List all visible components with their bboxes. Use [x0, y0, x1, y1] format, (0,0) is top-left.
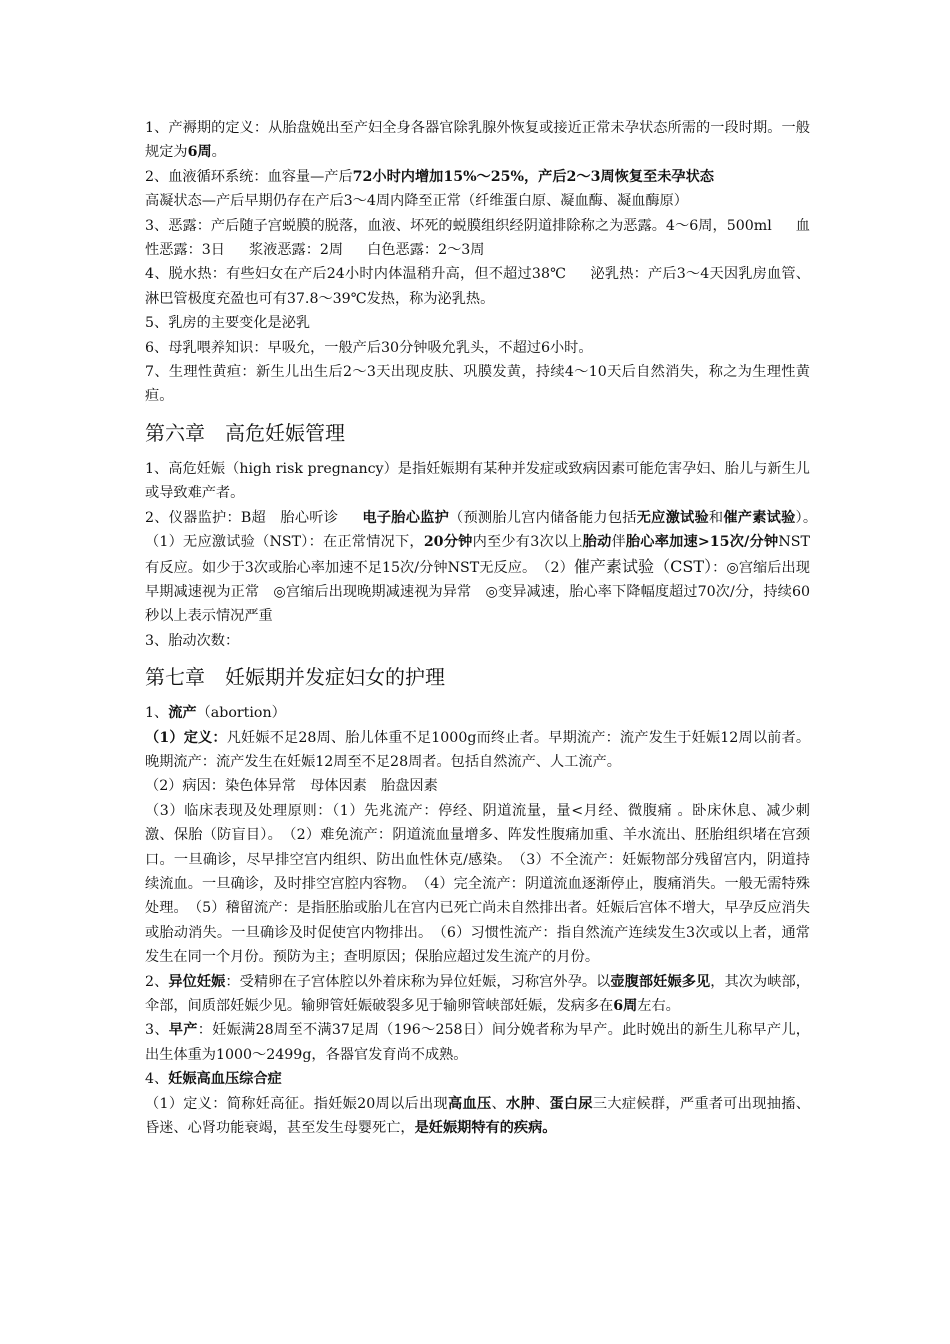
- text: （3）临床表现及处理原则：（1）先兆流产：停经、阴道流量，量<月经、微腹痛 。卧床休息、减少刺激、保胎（防盲目）。 （2）难免流产：阴道流血量增多、阵发性腹痛加重、羊水流出、胚胎组织堵在宫颈口。一旦确诊，尽早排空宫内组织、防出血性休克/感染。 （3）不全流产：妊娠物部分残留宫内，阴道持续流血。一旦确诊，及时排空宫腔内容物。 （4）完全流产：阴道流血逐渐停止，腹痛消失。一般无需特殊处理。 （5）稽留流产：是指胚胎或胎儿在宫内已死亡尚未自然排出者。妊娠后宫体不增大，早孕反应消失或胎动消失。一旦确诊及时促使宫内物排出。 （6）习惯性流产：指自然流产连续发生3次或以上者，通常发生在同一个月份。预防为主；查明原因；保胎应超过发生流产的月份。: [145, 802, 810, 966]
- text: 3、恶露：产后随子宫蜕膜的脱落，血液、坏死的蜕膜组织经阴道排除称之为恶露。4～6周，500ml: [145, 217, 772, 234]
- text: 4、: [145, 1071, 169, 1088]
- paragraph-breast: [145, 311, 810, 335]
- text: 凡妊娠不足28周、胎儿体重不足1000g而终止者。早期流产：流产发生于妊娠12周以前者。晚期流产：流产发生在妊娠12周至不足28周者。包括自然流产、人工流产。: [145, 729, 811, 770]
- text: 左右。: [637, 998, 680, 1014]
- bold-text: （1）定义：: [145, 729, 227, 746]
- bold-text: 水肿: [505, 1095, 535, 1112]
- text: ）。 （1）无应激试验（NST）：在正常情况下，: [145, 509, 825, 551]
- text: （1）定义：简称妊高征。指妊娠20周以后出现: [145, 1095, 448, 1112]
- text: 和: [708, 509, 724, 526]
- bold-text: 妊娠高血压综合症: [168, 1071, 282, 1088]
- text: 1、高危妊娠（high risk pregnancy）是指妊娠期有某种并发症或致病因素可能危害孕妇、胎儿与新生儿或导致难产者。: [145, 460, 810, 502]
- text: 2、仪器监护：B超 胎心听诊: [145, 509, 339, 526]
- bold-text: 20分钟: [423, 534, 473, 551]
- bold-text: 高血压: [447, 1095, 492, 1112]
- paragraph-lochia: [145, 214, 810, 263]
- text: 血性恶露：3日: [145, 217, 810, 259]
- text: 伴: [611, 534, 626, 551]
- text: 2、血液循环系统：血容量—产后: [145, 168, 353, 185]
- text: ，其次为峡部，伞部，间质部妊娠少见。输卵管妊娠破裂多见于输卵管峡部妊娠，发病多在: [145, 973, 810, 1014]
- bold-text: 胎心率加速>15次/分钟: [625, 534, 779, 551]
- bold-text: 是妊娠期特有的疾病。: [414, 1120, 557, 1137]
- paragraph-abortion-clinical: [145, 799, 810, 970]
- paragraph-preterm-birth: [145, 1018, 810, 1067]
- text: 内至少有3次以上: [472, 534, 583, 551]
- bold-text: 催产素试验: [723, 509, 796, 526]
- text: 4、脱水热：有些妇女在产后24小时内体温稍升高，但不超过38℃: [145, 266, 567, 283]
- paragraph-fetal-movement: [145, 629, 810, 653]
- bold-text: 72小时内增加15%～25%，产后2～3周恢复至未孕状态: [352, 168, 714, 185]
- text: 浆液恶露：2周: [248, 242, 344, 259]
- paragraph-jaundice: [145, 360, 810, 409]
- text: 泌乳热：产后3～4天因乳房血管、淋巴管极度充盈也可有37.8～39℃发热，称为泌乳热。: [145, 266, 810, 307]
- chapter-seven-heading: 第七章 妊娠期并发症妇女的护理: [145, 665, 445, 690]
- text: 、: [491, 1095, 506, 1112]
- text: NST有反应。如少于3次或胎心率加速不足15次/分钟NST无反应。 （2）: [145, 534, 810, 576]
- chapter-six-heading: 第六章 高危妊娠管理: [145, 420, 345, 445]
- paragraph-abortion-cause: [145, 774, 810, 798]
- paragraph-puerperium-definition: [145, 116, 810, 165]
- text: 7、生理性黄疸：新生儿出生后2～3天出现皮肤、巩膜发黄，持续4～10天后自然消失，称之为生理性黄疸。: [145, 364, 810, 405]
- text: 。: [211, 144, 226, 161]
- paragraph-fever: [145, 262, 810, 311]
- text: ：妊娠满28周至不满37足周（196～258日）间分娩者称为早产。此时娩出的新生儿称早产儿，出生体重为1000～2499g，各器官发育尚不成熟。: [145, 1022, 810, 1063]
- bold-text: 6周: [187, 144, 212, 161]
- text: ：受精卵在子宫体腔以外着床称为异位妊娠，习称宫外孕。以: [225, 973, 611, 990]
- bold-text: 壶腹部妊娠多见: [610, 973, 711, 990]
- document-body: [145, 116, 825, 1140]
- paragraph-breastfeeding: [145, 336, 810, 360]
- bold-text: 异位妊娠: [168, 973, 226, 990]
- text: 1、: [145, 705, 169, 722]
- text: 三大症候群，严重者可出现抽搐、昏迷、心肾功能衰竭，甚至发生母婴死亡，: [145, 1095, 810, 1137]
- paragraph-blood-circulation: [145, 165, 810, 189]
- bold-text: 6周: [613, 998, 638, 1014]
- paragraph-hypercoagulable: [145, 189, 810, 213]
- text: 5、乳房的主要变化是泌乳: [145, 315, 311, 332]
- text: 6、母乳喂养知识：早吸允，一般产后30分钟吸允乳头，不超过6小时。: [145, 339, 593, 356]
- bold-text: 流产: [168, 705, 197, 722]
- text: （预测胎儿宫内储备能力包括: [449, 509, 637, 526]
- text: 3、: [145, 1022, 169, 1039]
- bold-text: 电子胎心监护: [362, 509, 450, 526]
- paragraph-hypertension-title: [145, 1067, 810, 1091]
- text: ：◎宫缩后出现早期减速视为正常 ◎宫缩后出现晚期减速视为异常 ◎变异减速，胎心率下降幅度超过70次/分，持续60秒以上表示情况严重: [145, 559, 810, 625]
- text: 、: [534, 1095, 550, 1112]
- bold-text: 早产: [168, 1022, 198, 1039]
- text: （abortion）: [196, 705, 286, 722]
- text: （2）病因：染色体异常 母体因素 胎盘因素: [145, 778, 438, 795]
- paragraph-abortion-definition: [145, 726, 810, 775]
- paragraph-instrument-monitoring: [145, 506, 825, 629]
- paragraph-abortion-title: [145, 701, 810, 725]
- bold-text: 胎动: [582, 534, 612, 551]
- bold-text: 无应激试验: [636, 509, 709, 526]
- text: 2、: [145, 973, 169, 990]
- paragraph-hypertension-definition: [145, 1092, 810, 1141]
- text: 高凝状态—产后早期仍存在产后3～4周内降至正常（纤维蛋白原、凝血酶、凝血酶原）: [145, 193, 688, 210]
- large-text: 催产素试验（CST）: [573, 556, 713, 576]
- bold-text: 蛋白尿: [549, 1095, 593, 1112]
- paragraph-ectopic-pregnancy: [145, 970, 810, 1019]
- text: 白色恶露：2～3周: [367, 242, 485, 259]
- paragraph-high-risk-pregnancy: [145, 457, 810, 506]
- text: 3、胎动次数：: [145, 632, 240, 649]
- text: 1、产褥期的定义：从胎盘娩出至产妇全身各器官除乳腺外恢复或接近正常未孕状态所需的一段时期。一般规定为: [145, 120, 810, 161]
